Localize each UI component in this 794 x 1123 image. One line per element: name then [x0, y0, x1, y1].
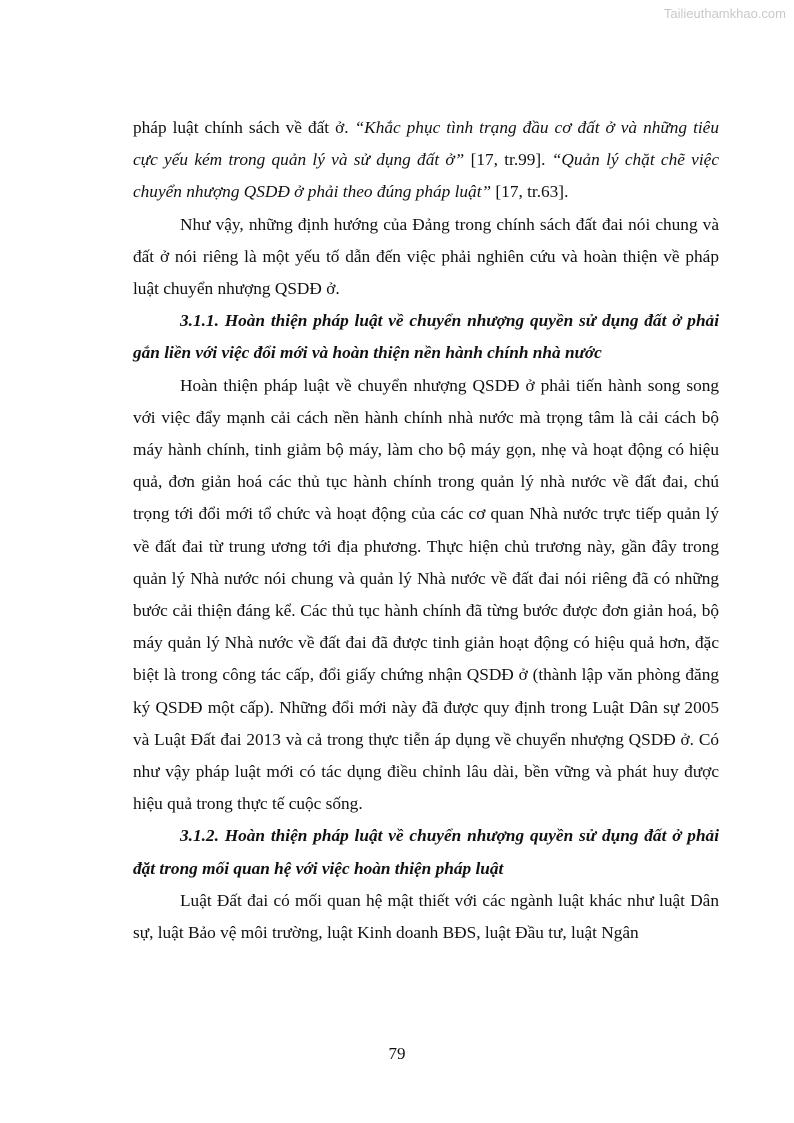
paragraph-1-text-a: pháp luật chính sách về đất ở.	[133, 118, 355, 137]
document-body	[133, 112, 719, 949]
section-heading-3-1-1: 3.1.1. Hoàn thiện pháp luật về chuyển nhượng quyền sử dụng đất ở phải gắn liền với việc đổi mới và hoàn thiện nền hành chính nhà nước	[133, 311, 719, 363]
citation-1: [17, tr.99].	[464, 150, 552, 170]
paragraph-3: Hoàn thiện pháp luật về chuyển nhượng QSDĐ ở phải tiến hành song song với việc đẩy mạnh cải cách nền hành chính nhà nước mà trọng tâm là cải cách bộ máy hành chính, tinh giảm bộ máy, làm cho bộ máy gọn, nhẹ và hoạt động có hiệu quả, đơn giản hoá các thủ tục hành chính trong quản lý nhà nước về đất đai, chú trọng tới đổi mới tổ chức và hoạt động của các cơ quan Nhà nước trực tiếp quản lý về đất đai từ trung ương tới địa phương. Thực hiện chủ trương này, gần đây trong quản lý Nhà nước nói chung và quản lý Nhà nước về đất đai nói riêng đã có những bước cải thiện đáng kể. Các thủ tục hành chính đã từng bước được đơn giản hoá, bộ máy quản lý Nhà nước về đất đai đã được tinh giản hoạt động có hiệu quả hơn, đặc biệt là trong công tác cấp, đổi giấy chứng nhận QSDĐ ở (thành lập văn phòng đăng ký QSDĐ một cấp). Những đổi mới này đã được quy định trong Luật Dân sự 2005 và Luật Đất đai 2013 và cả trong thực tiễn áp dụng về chuyển nhượng QSDĐ ở. Có như vậy pháp luật mới có tác dụng điều chỉnh lâu dài, bền vững và phát huy được hiệu quả trong thực tế cuộc sống.	[133, 375, 719, 814]
watermark: Tailieuthamkhao.com	[663, 6, 786, 21]
quote-1: “Khắc phục tình trạng đầu cơ đất ở và những tiêu cực yếu kém trong quản lý và sử dụng đất ở”	[133, 118, 719, 170]
section-heading-3-1-2: 3.1.2. Hoàn thiện pháp luật về chuyển nhượng quyền sử dụng đất ở phải đặt trong mối quan hệ với việc hoàn thiện pháp luật	[133, 826, 719, 878]
paragraph-4: Luật Đất đai có mối quan hệ mật thiết với các ngành luật khác như luật Dân sự, luật Bảo vệ môi trường, luật Kinh doanh BĐS, luật Đầu tư, luật Ngân	[133, 890, 719, 943]
quote-2: “Quản lý chặt chẽ việc chuyển nhượng QSDĐ ở phải theo đúng pháp luật”	[133, 150, 719, 202]
page-number: 79	[388, 1044, 406, 1063]
citation-2: [17, tr.63].	[491, 182, 569, 202]
paragraph-1	[133, 112, 719, 209]
paragraph-2: Như vậy, những định hướng của Đảng trong chính sách đất đai nói chung và đất ở nói riêng là một yếu tố dẫn đến việc phải nghiên cứu và hoàn thiện về pháp luật chuyển nhượng QSDĐ ở.	[133, 214, 719, 299]
